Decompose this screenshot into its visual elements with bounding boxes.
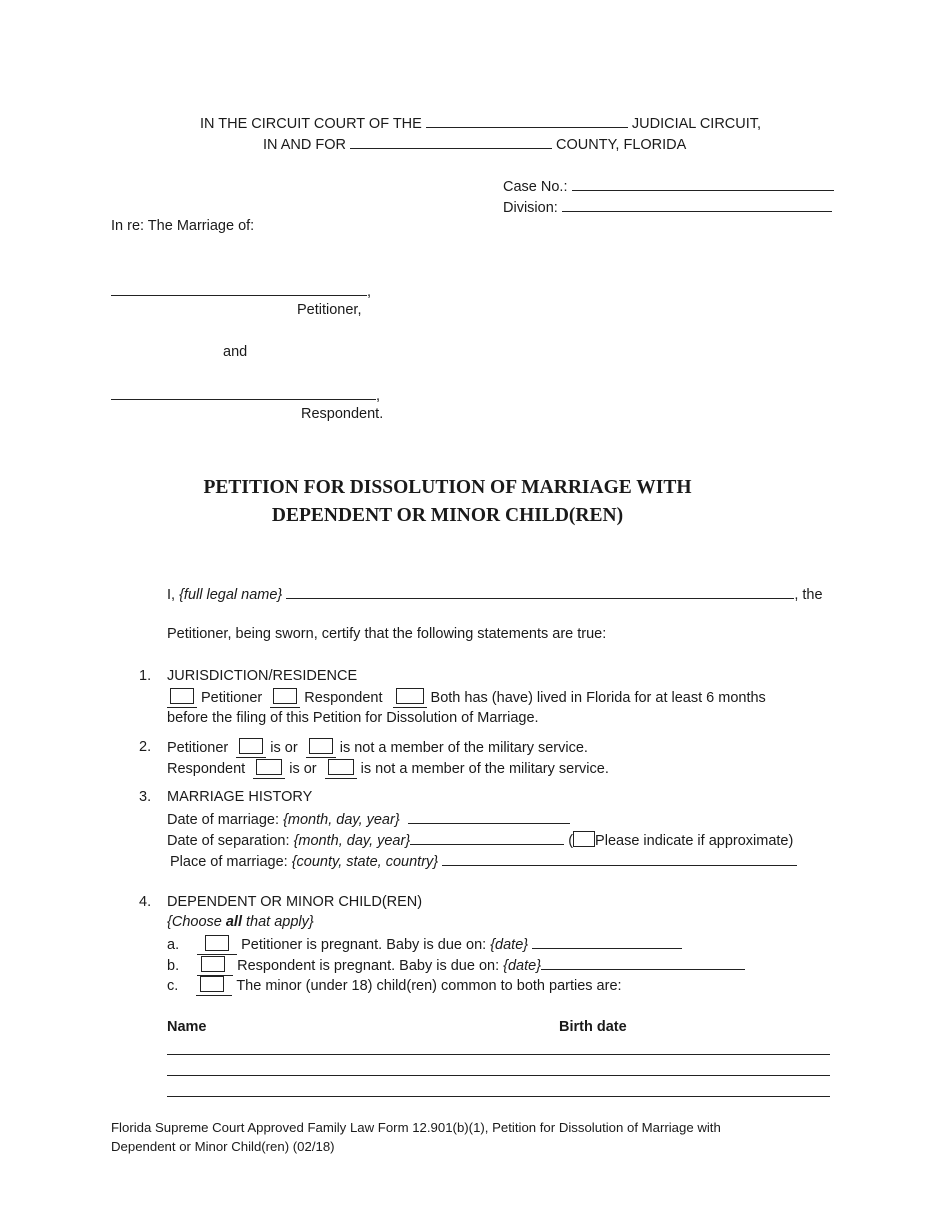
residence-line2: before the filing of this Petition for Dissolution of Marriage. [167,710,539,726]
date-of-marriage-field[interactable] [408,809,570,824]
date-hint: {date} [503,958,542,974]
division-label: Division: [503,200,558,216]
section-3-number: 3. [139,789,152,805]
residence-both-label: Both has (have) lived in Florida for at least 6 months [430,690,766,706]
county-line [263,134,686,154]
the-text: , the [794,587,823,603]
respondent-pregnant-checkbox[interactable] [197,956,233,976]
court-suffix: JUDICIAL CIRCUIT, [631,116,762,132]
common-children-checkbox[interactable] [196,976,232,996]
respondent-pregnant-text: Respondent is pregnant. Baby is due on: [237,958,500,974]
child-entry-line[interactable] [167,1075,830,1076]
child-entry-line[interactable] [167,1096,830,1097]
checkbox-icon [396,688,424,704]
item-b-letter: b. [167,958,180,974]
section-1-number: 1. [139,668,152,684]
place-of-marriage-label: Place of marriage: [170,854,288,870]
petitioner-pregnant-checkbox[interactable] [197,935,237,955]
column-name-header: Name [167,1019,207,1035]
item-c-letter: c. [167,978,179,994]
date-of-marriage-row [167,809,570,829]
footer-line1: Florida Supreme Court Approved Family Law Form 12.901(b)(1), Petition for Dissolution of Marriage with [111,1120,721,1135]
item-c-row [167,976,622,996]
date-hint: {date} [490,937,529,953]
case-number-field[interactable] [572,176,834,191]
county-field[interactable] [350,134,552,149]
section-1-heading: JURISDICTION/RESIDENCE [167,668,358,684]
court-prefix: IN THE CIRCUIT COURT OF THE [200,116,422,132]
place-of-marriage-field[interactable] [442,851,797,866]
footer-line2: Dependent or Minor Child(ren) (02/18) [111,1139,335,1154]
choose-suffix: that apply} [241,914,314,930]
date-of-separation-row [167,830,793,850]
military-petitioner-row [167,738,588,758]
checkbox-icon [205,935,229,951]
item-a-letter: a. [167,937,180,953]
respondent-name-field[interactable] [111,385,376,400]
section-2-number: 2. [139,739,152,755]
case-no-label: Case No.: [503,179,568,195]
place-hint: {county, state, country} [291,854,439,870]
child-entry-line[interactable] [167,1054,830,1055]
petitioner-label: Petitioner, [297,302,362,318]
residence-petitioner-checkbox[interactable] [167,688,197,708]
column-birth-date-header: Birth date [559,1019,627,1035]
checkbox-icon [239,738,263,754]
approx-text: Please indicate if approximate) [595,833,794,849]
full-legal-name-field[interactable] [286,584,794,599]
division-field[interactable] [562,197,832,212]
residence-respondent-label: Respondent [304,690,383,706]
checkbox-icon [256,759,282,775]
intro-line [167,584,823,604]
military-respondent-label: Respondent [167,761,246,777]
approximate-checkbox[interactable] [573,831,595,847]
date-of-separation-label: Date of separation: [167,833,290,849]
respondent-not-member-checkbox[interactable] [325,759,357,779]
is-or-text: is or [289,761,317,777]
section-3-heading: MARRIAGE HISTORY [167,789,313,805]
choose-bold: all [225,914,242,930]
date-hint: {month, day, year} [283,812,400,828]
residence-both-checkbox[interactable] [393,688,427,708]
section-4-heading: DEPENDENT OR MINOR CHILD(REN) [167,894,423,910]
petitioner-name-row: , [111,281,371,301]
item-a-row [167,934,682,955]
county-prefix: IN AND FOR [263,137,346,153]
choose-prefix: {Choose [167,914,226,930]
not-member-text: is not a member of the military service. [360,761,609,777]
common-children-text: The minor (under 18) child(ren) common to both parties are: [236,978,622,994]
checkbox-icon [201,956,225,972]
county-suffix: COUNTY, FLORIDA [556,137,687,153]
is-or-text: is or [270,740,298,756]
checkbox-icon [273,688,297,704]
not-member-text: is not a member of the military service. [339,740,588,756]
case-number-row [503,176,834,196]
residence-petitioner-label: Petitioner [201,690,263,706]
form-footer [111,1118,811,1156]
sworn-statement: Petitioner, being sworn, certify that the following statements are true: [167,626,607,642]
date-hint: {month, day, year} [293,833,411,849]
petitioner-due-date-field[interactable] [532,934,682,949]
in-re: In re: The Marriage of: [111,218,255,234]
approx-paren: ( [568,833,574,849]
and-text: and [223,344,248,360]
respondent-is-member-checkbox[interactable] [253,759,285,779]
form-title-line1: PETITION FOR DISSOLUTION OF MARRIAGE WITH [203,477,692,498]
court-line [200,113,761,133]
residence-options [167,688,766,708]
division-row [503,197,832,217]
full-name-hint: {full legal name} [179,587,283,603]
item-b-row [167,955,745,976]
respondent-label: Respondent. [301,406,384,422]
circuit-field[interactable] [426,113,628,128]
section-4-number: 4. [139,894,152,910]
i-label: I, [167,587,176,603]
form-title-line2: DEPENDENT OR MINOR CHILD(REN) [271,505,624,526]
date-of-separation-field[interactable] [410,830,564,845]
place-of-marriage-row [170,851,797,871]
petitioner-is-member-checkbox[interactable] [236,738,266,758]
residence-respondent-checkbox[interactable] [270,688,300,708]
respondent-due-date-field[interactable] [541,955,745,970]
petitioner-name-field[interactable] [111,281,367,296]
choose-all-instruction [167,913,314,931]
military-respondent-row [167,759,609,779]
petitioner-pregnant-text: Petitioner is pregnant. Baby is due on: [241,937,487,953]
checkbox-icon [328,759,354,775]
petitioner-not-member-checkbox[interactable] [306,738,336,758]
checkbox-icon [309,738,333,754]
respondent-name-row: , [111,385,380,405]
date-of-marriage-label: Date of marriage: [167,812,280,828]
military-petitioner-label: Petitioner [167,740,229,756]
checkbox-icon [200,976,224,992]
checkbox-icon [170,688,194,704]
